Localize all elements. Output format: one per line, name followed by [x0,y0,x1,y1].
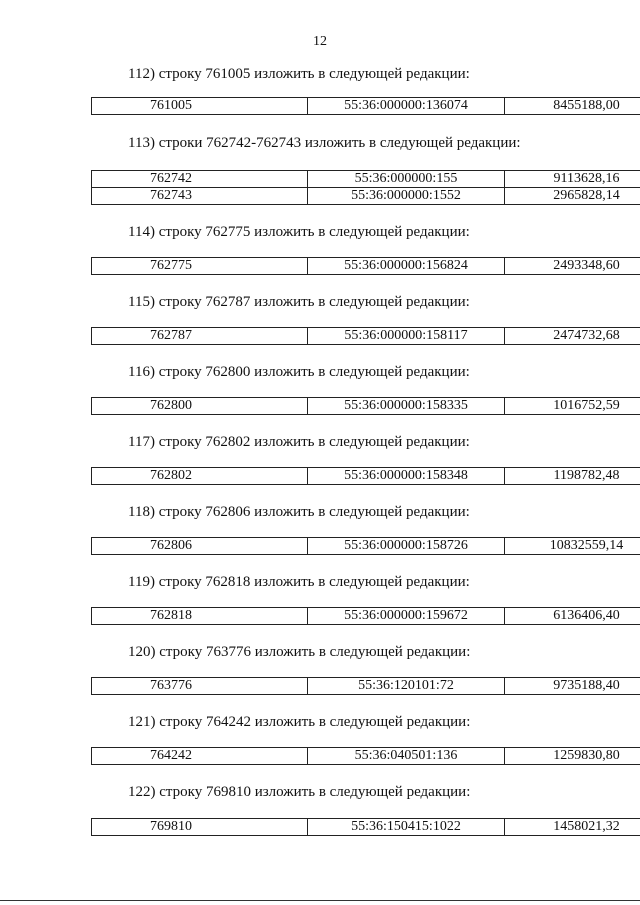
row-number-cell: 762742 [92,171,308,188]
row-number-cell: 762743 [92,188,308,205]
value-cell: 10832559,14 [505,538,640,555]
cadastral-number-cell: 55:36:000000:158117 [308,328,505,345]
table-row [92,258,640,275]
record-table-114 [91,257,640,275]
row-number-cell: 764242 [92,748,308,765]
item-heading-116: 116) строку 762800 изложить в следующей редакции: [128,364,470,380]
record-table-113 [91,170,640,205]
record-table-116 [91,397,640,415]
record-table-122 [91,818,640,836]
row-number-cell: 762775 [92,258,308,275]
page-number: 12 [313,34,327,49]
item-heading-119: 119) строку 762818 изложить в следующей редакции: [128,574,470,590]
table-row [92,398,640,415]
row-number-cell: 762800 [92,398,308,415]
value-cell: 9113628,16 [505,171,640,188]
value-cell: 1198782,48 [505,468,640,485]
item-heading-115: 115) строку 762787 изложить в следующей редакции: [128,294,470,310]
cadastral-number-cell: 55:36:000000:158348 [308,468,505,485]
record-table-118 [91,537,640,555]
row-number-cell: 762787 [92,328,308,345]
table-row [92,608,640,625]
table-row [92,328,640,345]
cadastral-number-cell: 55:36:000000:158726 [308,538,505,555]
item-heading-120: 120) строку 763776 изложить в следующей редакции: [128,644,471,660]
record-table-117 [91,467,640,485]
row-number-cell: 761005 [92,98,308,115]
row-number-cell: 769810 [92,819,308,836]
item-heading-114: 114) строку 762775 изложить в следующей редакции: [128,224,470,240]
value-cell: 1016752,59 [505,398,640,415]
item-heading-112: 112) строку 761005 изложить в следующей редакции: [128,66,470,82]
cadastral-number-cell: 55:36:150415:1022 [308,819,505,836]
item-heading-113: 113) строки 762742-762743 изложить в следующей редакции: [128,135,521,151]
table-row [92,468,640,485]
table-row [92,819,640,836]
table-row [92,188,640,205]
record-table-112 [91,97,640,115]
cadastral-number-cell: 55:36:000000:1552 [308,188,505,205]
value-cell: 2493348,60 [505,258,640,275]
row-number-cell: 763776 [92,678,308,695]
value-cell: 1259830,80 [505,748,640,765]
item-heading-122: 122) строку 769810 изложить в следующей редакции: [128,784,471,800]
record-table-119 [91,607,640,625]
cadastral-number-cell: 55:36:040501:136 [308,748,505,765]
item-heading-121: 121) строку 764242 изложить в следующей редакции: [128,714,471,730]
cadastral-number-cell: 55:36:000000:156824 [308,258,505,275]
table-row [92,538,640,555]
cadastral-number-cell: 55:36:000000:136074 [308,98,505,115]
table-row [92,748,640,765]
value-cell: 2965828,14 [505,188,640,205]
item-heading-118: 118) строку 762806 изложить в следующей редакции: [128,504,470,520]
record-table-115 [91,327,640,345]
value-cell: 2474732,68 [505,328,640,345]
cadastral-number-cell: 55:36:120101:72 [308,678,505,695]
row-number-cell: 762802 [92,468,308,485]
value-cell: 9735188,40 [505,678,640,695]
table-row [92,98,640,115]
table-row [92,171,640,188]
cadastral-number-cell: 55:36:000000:158335 [308,398,505,415]
table-row [92,678,640,695]
value-cell: 6136406,40 [505,608,640,625]
row-number-cell: 762818 [92,608,308,625]
bottom-rule [0,900,640,901]
value-cell: 1458021,32 [505,819,640,836]
cadastral-number-cell: 55:36:000000:159672 [308,608,505,625]
cadastral-number-cell: 55:36:000000:155 [308,171,505,188]
value-cell: 8455188,00 [505,98,640,115]
record-table-121 [91,747,640,765]
row-number-cell: 762806 [92,538,308,555]
item-heading-117: 117) строку 762802 изложить в следующей редакции: [128,434,470,450]
record-table-120 [91,677,640,695]
